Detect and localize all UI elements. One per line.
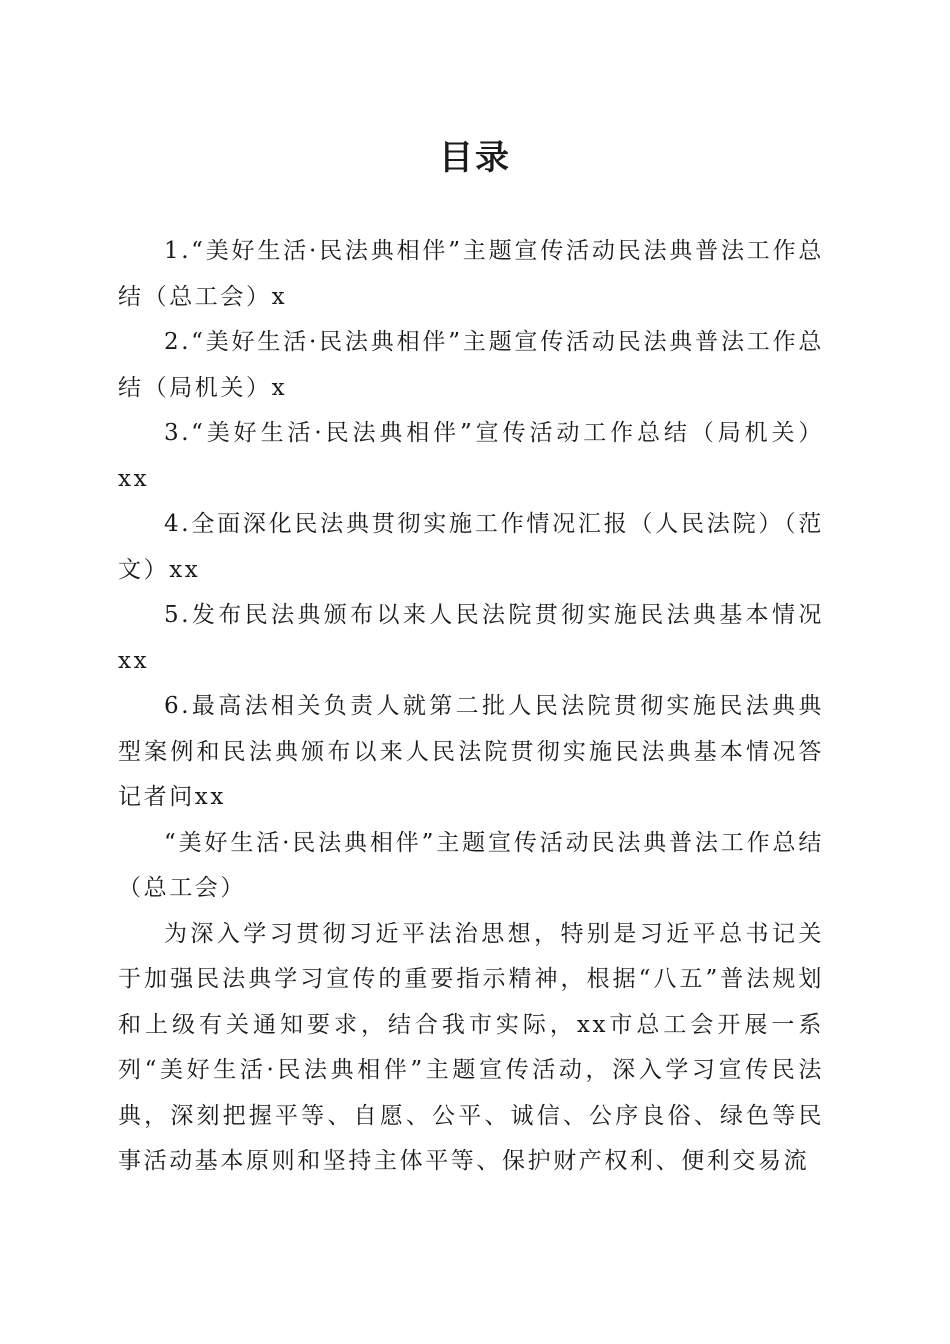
toc-item-4[interactable]: 4.全面深化民法典贯彻实施工作情况汇报（人民法院）（范文）xx [118, 511, 824, 583]
document-body [118, 229, 824, 1185]
toc-item-5[interactable]: 5.发布民法典颁布以来人民法院贯彻实施民法典基本情况xx [118, 602, 824, 674]
toc-item-6[interactable]: 6.最高法相关负责人就第二批人民法院贯彻实施民法典典型案例和民法典颁布以来人民法院贯彻实施民法典基本情况答记者问xx [118, 693, 824, 810]
body-paragraph: 为深入学习贯彻习近平法治思想，特别是习近平总书记关于加强民法典学习宣传的重要指示精神，根据“八五”普法规划和上级有关通知要求，结合我市实际，xx市总工会开展一系列“美好生活·民法典相伴”主题宣传活动，深入学习宣传民法典，深刻把握平等、自愿、公平、诚信、公序良俗、绿色等民事活动基本原则和坚持主体平等、保护财产权利、便利交易流 [118, 920, 824, 1174]
toc-item-1[interactable]: 1.“美好生活·民法典相伴”主题宣传活动民法典普法工作总结（总工会）x [118, 238, 824, 310]
toc-item-3[interactable]: 3.“美好生活·民法典相伴”宣传活动工作总结（局机关）xx [118, 420, 824, 492]
toc-item-2[interactable]: 2.“美好生活·民法典相伴”主题宣传活动民法典普法工作总结（局机关）x [118, 329, 824, 401]
page-title: 目录 [439, 138, 511, 178]
section-heading: “美好生活·民法典相伴”主题宣传活动民法典普法工作总结（总工会） [118, 829, 824, 901]
